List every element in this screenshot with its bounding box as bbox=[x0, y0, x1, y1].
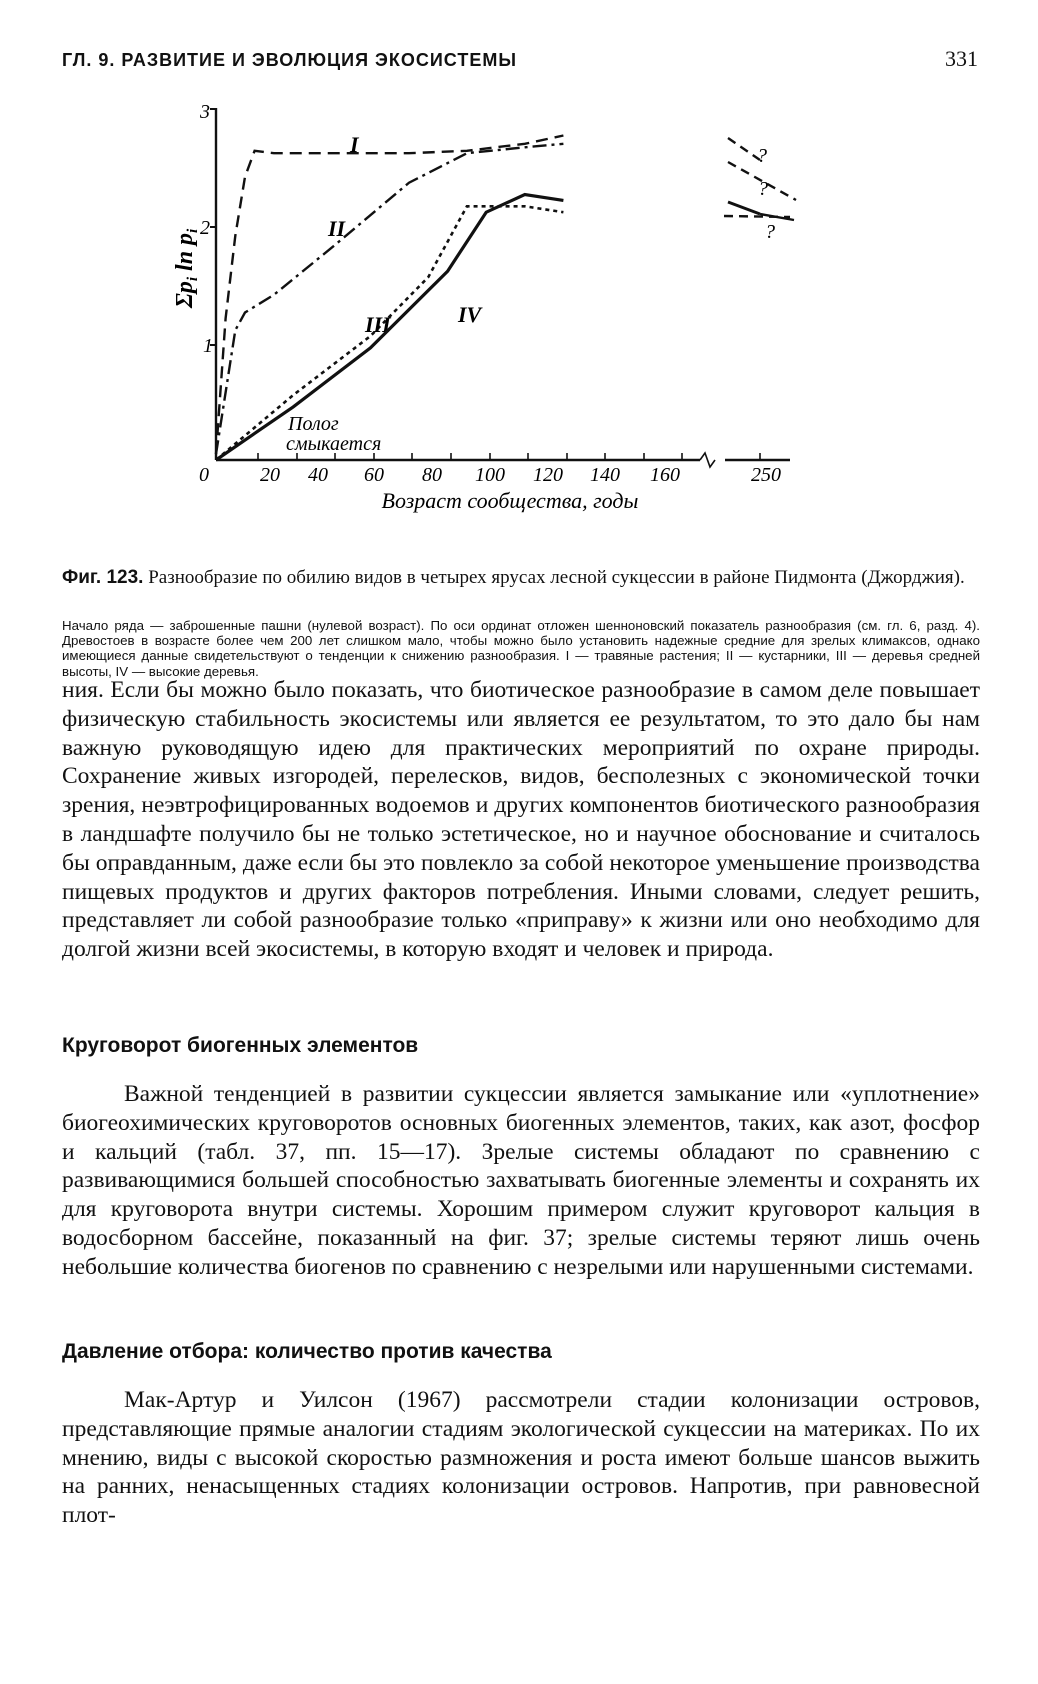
series-line-i bbox=[216, 136, 563, 455]
page-number: 331 bbox=[945, 46, 978, 71]
paragraph-text: Важной тенденцией в развитии сукцессии является замыкание или «уплотнение» биогеохимических круговоротов основных биогенных элементов, таких, как азот, фосфор и кальций (табл. 37, пп. 15—17). Зрелые системы обладают по сравнению с развивающимися большей способностью захватывать биогенные элементы и сохранять их для круговорота внутри системы. Хорошим примером служит круговорот кальция в водосборном бассейне, показанный на фиг. 37; зрелые системы теряют лишь очень небольшие количества биогенов по сравнению с незрелыми или нарушенными системами. bbox=[62, 1081, 980, 1280]
x-tick-label-40: 40 bbox=[308, 464, 328, 486]
figure-caption bbox=[62, 566, 980, 590]
figure-label: Фиг. 123. bbox=[62, 567, 144, 588]
series-line-ii bbox=[216, 144, 563, 454]
x-tick-label-100: 100 bbox=[475, 464, 505, 486]
question-mark-1: ? bbox=[757, 145, 767, 167]
x-tick-label-20: 20 bbox=[260, 464, 280, 486]
series-label-ii: II bbox=[328, 216, 346, 241]
x-tick-label-0: 0 bbox=[199, 464, 209, 486]
x-axis-title: Возраст сообщества, годы bbox=[381, 488, 639, 513]
section-heading-selection-pressure: Давление отбора: количество против качества bbox=[62, 1340, 552, 1363]
series-label-iv: IV bbox=[458, 302, 482, 327]
paragraph-nutrient-cycling bbox=[62, 1080, 980, 1282]
figure-note: Начало ряда — заброшенные пашни (нулевой возраст). По оси ординат отложен шенноновский показатель разнообразия (см. гл. 6, разд. 4). Древостоев в возрасте более чем 200 лет слишком мало, чтобы можно было установить надежные средние для зрелых климаксов, однако имеющиеся данные свидетельствуют о тенденции к снижению разнообразия. I — травяные растения; II — кустарники, III — деревья средней высоты, IV — высокие деревья. bbox=[62, 618, 980, 679]
series-label-iii: III bbox=[365, 312, 391, 337]
y-tick-label-1: 1 bbox=[203, 335, 213, 357]
x-tick-label-80: 80 bbox=[422, 464, 442, 486]
y-tick-label-2: 2 bbox=[200, 217, 210, 239]
figure-title: Разнообразие по обилию видов в четырех ярусах лесной сукцессии в районе Пидмонта (Джорджия). bbox=[148, 567, 965, 588]
x-tick-label-60: 60 bbox=[364, 464, 384, 486]
x-tick-label-120: 120 bbox=[533, 464, 563, 486]
y-tick-label-3: 3 bbox=[200, 101, 210, 123]
paragraph-text: ния. Если бы можно было показать, что биотическое разнообразие в самом деле повышает физическую стабильность экосистемы или является ее результатом, то это дало бы нам важную руководящую идею для практических мероприятий по охране природы. Сохранение живых изгородей, перелесков, видов, бесполезных с экономической точки зрения, неэвтрофицированных водоемов и других компонентов биотического разнообразия в ландшафте получило бы не только эстетическое, но и научное обоснование и считалось бы оправданным, даже если бы это повлекло за собой некоторое уменьшение производства пищевых продуктов и других факторов потребления. Иными словами, следует решить, представляет ли собой разнообразие только «приправу» к жизни или оно необходимо для долгой жизни всей экосистемы, в которую входят и человек и природа. bbox=[62, 677, 980, 963]
canopy-annotation-line-1: Полог bbox=[288, 413, 339, 435]
section-heading-nutrient-cycling: Круговорот биогенных элементов bbox=[62, 1034, 419, 1057]
x-tick-label-160: 160 bbox=[650, 464, 680, 486]
canopy-annotation-line-2: смыкается bbox=[286, 433, 382, 455]
question-mark-3: ? bbox=[765, 221, 775, 243]
series-layer bbox=[216, 132, 563, 460]
running-title: ГЛ. 9. РАЗВИТИЕ И ЭВОЛЮЦИЯ ЭКОСИСТЕМЫ bbox=[62, 50, 517, 70]
axis-break bbox=[700, 453, 715, 467]
x-tick-label-140: 140 bbox=[590, 464, 620, 486]
series-line-iv bbox=[216, 195, 563, 461]
paragraph-text: Мак-Артур и Уилсон (1967) рассмотрели стадии колонизации островов, представляющие прямые аналогии стадиям экологической сукцессии на материках. По их мнению, виды с высокой скоростью размножения и роста имеют больше шансов выжить на ранних, ненасыщенных стадиях колонизации островов. Напротив, при равновесной плот- bbox=[62, 1387, 980, 1529]
paragraph-selection-pressure bbox=[62, 1386, 980, 1530]
series-label-i: I bbox=[350, 132, 359, 157]
x-tick-label-250: 250 bbox=[751, 464, 781, 486]
diversity-chart bbox=[172, 100, 880, 560]
svg-text:Σpi ln pi: $\Sigma p_i$ $\ln p_i$ bbox=[172, 228, 201, 308]
y-axis-title bbox=[172, 228, 201, 309]
question-mark-2: ? bbox=[758, 178, 768, 200]
paragraph-1 bbox=[62, 676, 980, 964]
